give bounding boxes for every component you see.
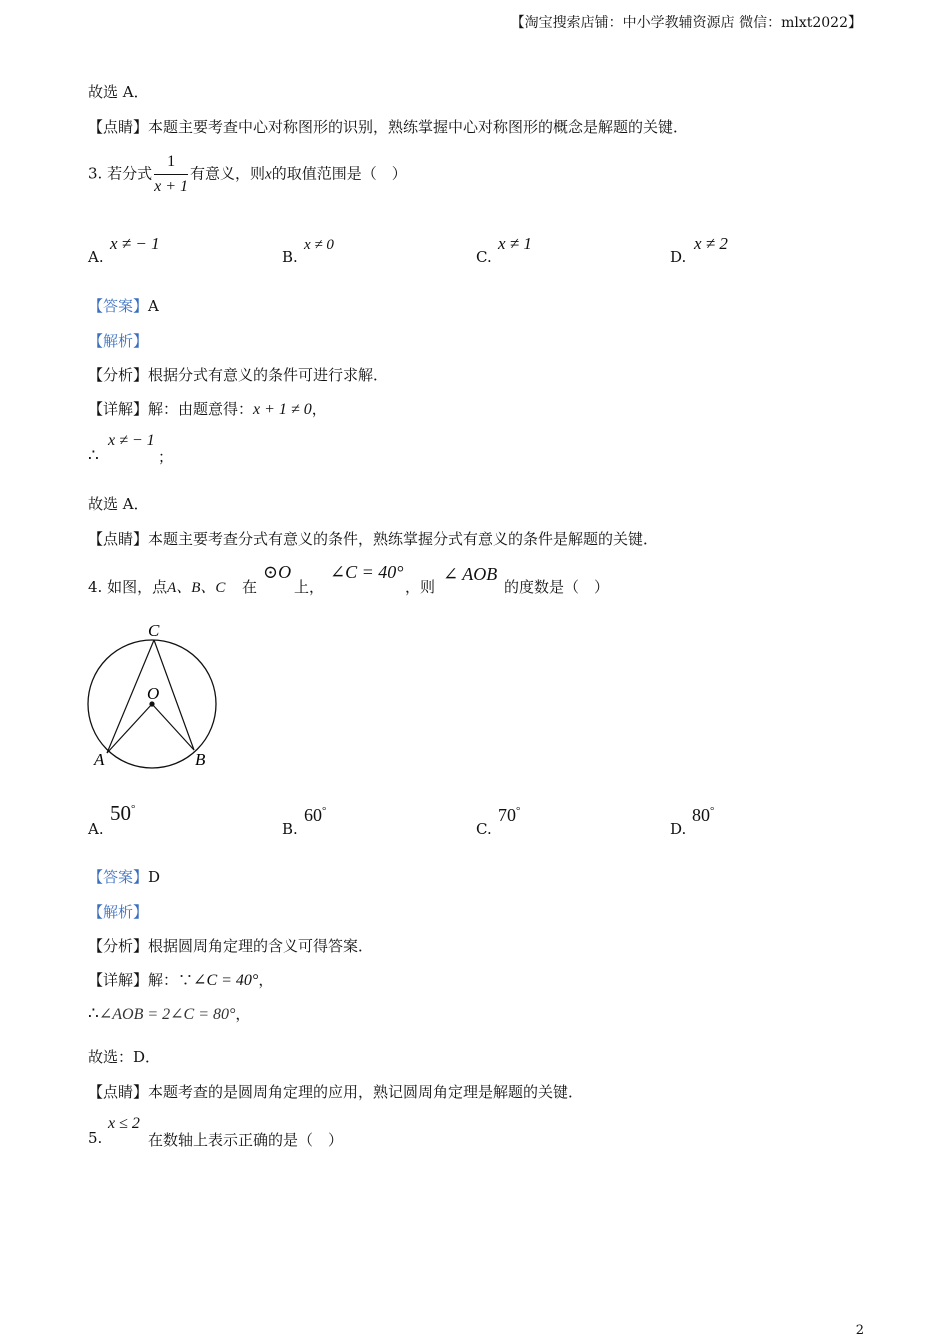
option-value: 50 bbox=[110, 801, 131, 825]
q5-math: x ≤ 2 bbox=[108, 1115, 140, 1132]
q4-stem-in: 在 bbox=[242, 578, 258, 596]
q4-therefore bbox=[88, 1004, 250, 1025]
q3-conclusion: 故选 A． bbox=[88, 495, 149, 513]
q3-option-b-math: x ≠ 0 bbox=[304, 237, 334, 253]
question-number: 3. bbox=[88, 164, 103, 183]
detail-math: x + 1 ≠ 0 bbox=[253, 401, 312, 418]
q4-option-c-letter: C. bbox=[476, 820, 492, 838]
q4-analysis bbox=[88, 936, 373, 956]
q3-answer bbox=[88, 296, 159, 316]
circle-figure bbox=[78, 615, 228, 775]
detail-math: ∠C = 40° bbox=[193, 972, 259, 989]
answer-tag: 【答案】 bbox=[88, 868, 149, 886]
detail-tag: 【详解】 bbox=[88, 400, 149, 418]
comment-tag: 【点睛】 bbox=[88, 118, 149, 136]
q3-therefore-math: x ≠ − 1 bbox=[108, 432, 155, 449]
comment-tag: 【点睛】 bbox=[88, 1083, 149, 1101]
punctuation: ， bbox=[311, 400, 327, 418]
angle-c-given: ∠C = 40° bbox=[330, 562, 404, 582]
q4-option-a-value bbox=[110, 801, 135, 826]
segment-cb bbox=[154, 640, 194, 750]
segment-ob bbox=[152, 704, 194, 750]
option-letter: D. bbox=[670, 248, 687, 266]
label-b: B bbox=[195, 750, 206, 769]
q4-stem-number bbox=[88, 576, 225, 597]
therefore-sign: ∴ bbox=[88, 1004, 99, 1024]
q4-answer bbox=[88, 867, 160, 887]
label-a: A bbox=[94, 750, 105, 769]
degree-sign: ° bbox=[516, 805, 521, 817]
stem-text: 若分式 bbox=[107, 164, 153, 183]
q4-analysis-tag: 【解析】 bbox=[88, 903, 149, 921]
q4-option-b-value bbox=[304, 805, 326, 826]
stem-text: 如图，点 bbox=[107, 578, 168, 596]
q3-analysis-tag: 【解析】 bbox=[88, 332, 149, 350]
question-number: 4. bbox=[88, 578, 103, 596]
page-number: 2 bbox=[855, 1323, 864, 1338]
q3-stem bbox=[88, 152, 407, 197]
answer-value: A bbox=[148, 297, 159, 315]
q3-option-c bbox=[476, 248, 492, 266]
degree-sign: ° bbox=[131, 803, 136, 815]
option-value: 70 bbox=[498, 805, 516, 825]
q4-option-b-letter: B. bbox=[282, 820, 298, 838]
answer-value: D bbox=[148, 868, 161, 886]
comment-text: 本题主要考查分式有意义的条件，熟练掌握分式有意义的条件是解题的关键． bbox=[148, 530, 659, 548]
label-c: C bbox=[148, 621, 160, 640]
q3-option-c-math: x ≠ 1 bbox=[498, 234, 532, 253]
q3-option-b bbox=[282, 248, 298, 266]
q4-option-c-value bbox=[498, 805, 520, 826]
circle-symbol: ⊙O bbox=[263, 562, 292, 582]
q4-stem-then: ，则 bbox=[405, 578, 436, 596]
option-letter: C. bbox=[476, 248, 492, 266]
option-value: 60 bbox=[304, 805, 322, 825]
analysis-text: 根据分式有意义的条件可进行求解． bbox=[148, 366, 389, 384]
comment-text: 本题主要考查中心对称图形的识别，熟练掌握中心对称图形的概念是解题的关键． bbox=[148, 118, 689, 136]
q2-comment bbox=[88, 117, 688, 137]
option-value: 80 bbox=[692, 805, 710, 825]
q4-detail bbox=[88, 970, 273, 991]
angle-aob: ∠ AOB bbox=[443, 564, 498, 584]
detail-tag: 【详解】 bbox=[88, 971, 149, 989]
q3-option-d bbox=[670, 248, 686, 266]
q3-detail bbox=[88, 399, 327, 420]
variable: x bbox=[265, 166, 272, 183]
stem-text: 的取值范围是（ ） bbox=[271, 164, 407, 183]
points-abc: A、B、C bbox=[167, 580, 226, 596]
degree-sign: ° bbox=[322, 805, 327, 817]
option-letter: A. bbox=[88, 248, 104, 266]
analysis-text: 根据圆周角定理的含义可得答案． bbox=[148, 937, 374, 955]
comment-text: 本题考查的是圆周角定理的应用，熟记圆周角定理是解题的关键． bbox=[148, 1083, 584, 1101]
q5-stem: 在数轴上表示正确的是（ ） bbox=[148, 1131, 344, 1149]
degree-sign: ° bbox=[710, 805, 715, 817]
stem-text: 有意义，则 bbox=[190, 164, 266, 183]
therefore-math: ∠AOB = 2∠C = 80° bbox=[98, 1006, 236, 1023]
q4-option-d-letter: D. bbox=[670, 820, 687, 838]
detail-lead: 解：∵ bbox=[148, 971, 194, 989]
fraction-numerator: 1 bbox=[154, 152, 188, 175]
q4-comment bbox=[88, 1082, 583, 1102]
answer-tag: 【答案】 bbox=[88, 297, 149, 315]
q4-option-a-letter: A. bbox=[88, 820, 104, 838]
q4-conclusion: 故选：D． bbox=[88, 1048, 161, 1066]
punctuation: ， bbox=[235, 1005, 251, 1023]
q3-option-a bbox=[88, 248, 104, 266]
punctuation: ， bbox=[258, 971, 274, 989]
q3-therefore-end: ； bbox=[158, 448, 174, 466]
page-header: 【淘宝搜索店铺：中小学教辅资源店 微信：mlxt2022】 bbox=[510, 15, 862, 31]
q3-option-d-math: x ≠ 2 bbox=[694, 234, 728, 253]
q4-stem-end: 的度数是（ ） bbox=[504, 578, 610, 596]
q4-stem-on: 上， bbox=[294, 578, 325, 596]
fraction-denominator: x + 1 bbox=[154, 178, 189, 195]
q3-analysis bbox=[88, 365, 388, 385]
option-letter: B. bbox=[282, 248, 298, 266]
q3-option-a-math: x ≠ − 1 bbox=[110, 234, 160, 253]
q5-number: 5. bbox=[88, 1129, 103, 1147]
q4-option-d-value bbox=[692, 805, 714, 826]
analysis-sub-tag: 【分析】 bbox=[88, 937, 149, 955]
q2-conclusion: 故选 A． bbox=[88, 83, 149, 101]
segment-oa bbox=[107, 704, 152, 753]
q3-therefore-sign: ∴ bbox=[88, 446, 99, 466]
detail-lead: 解：由题意得： bbox=[148, 400, 254, 418]
analysis-sub-tag: 【分析】 bbox=[88, 366, 149, 384]
label-o: O bbox=[147, 684, 160, 703]
comment-tag: 【点睛】 bbox=[88, 530, 149, 548]
q3-comment bbox=[88, 529, 658, 549]
fraction bbox=[154, 152, 188, 197]
